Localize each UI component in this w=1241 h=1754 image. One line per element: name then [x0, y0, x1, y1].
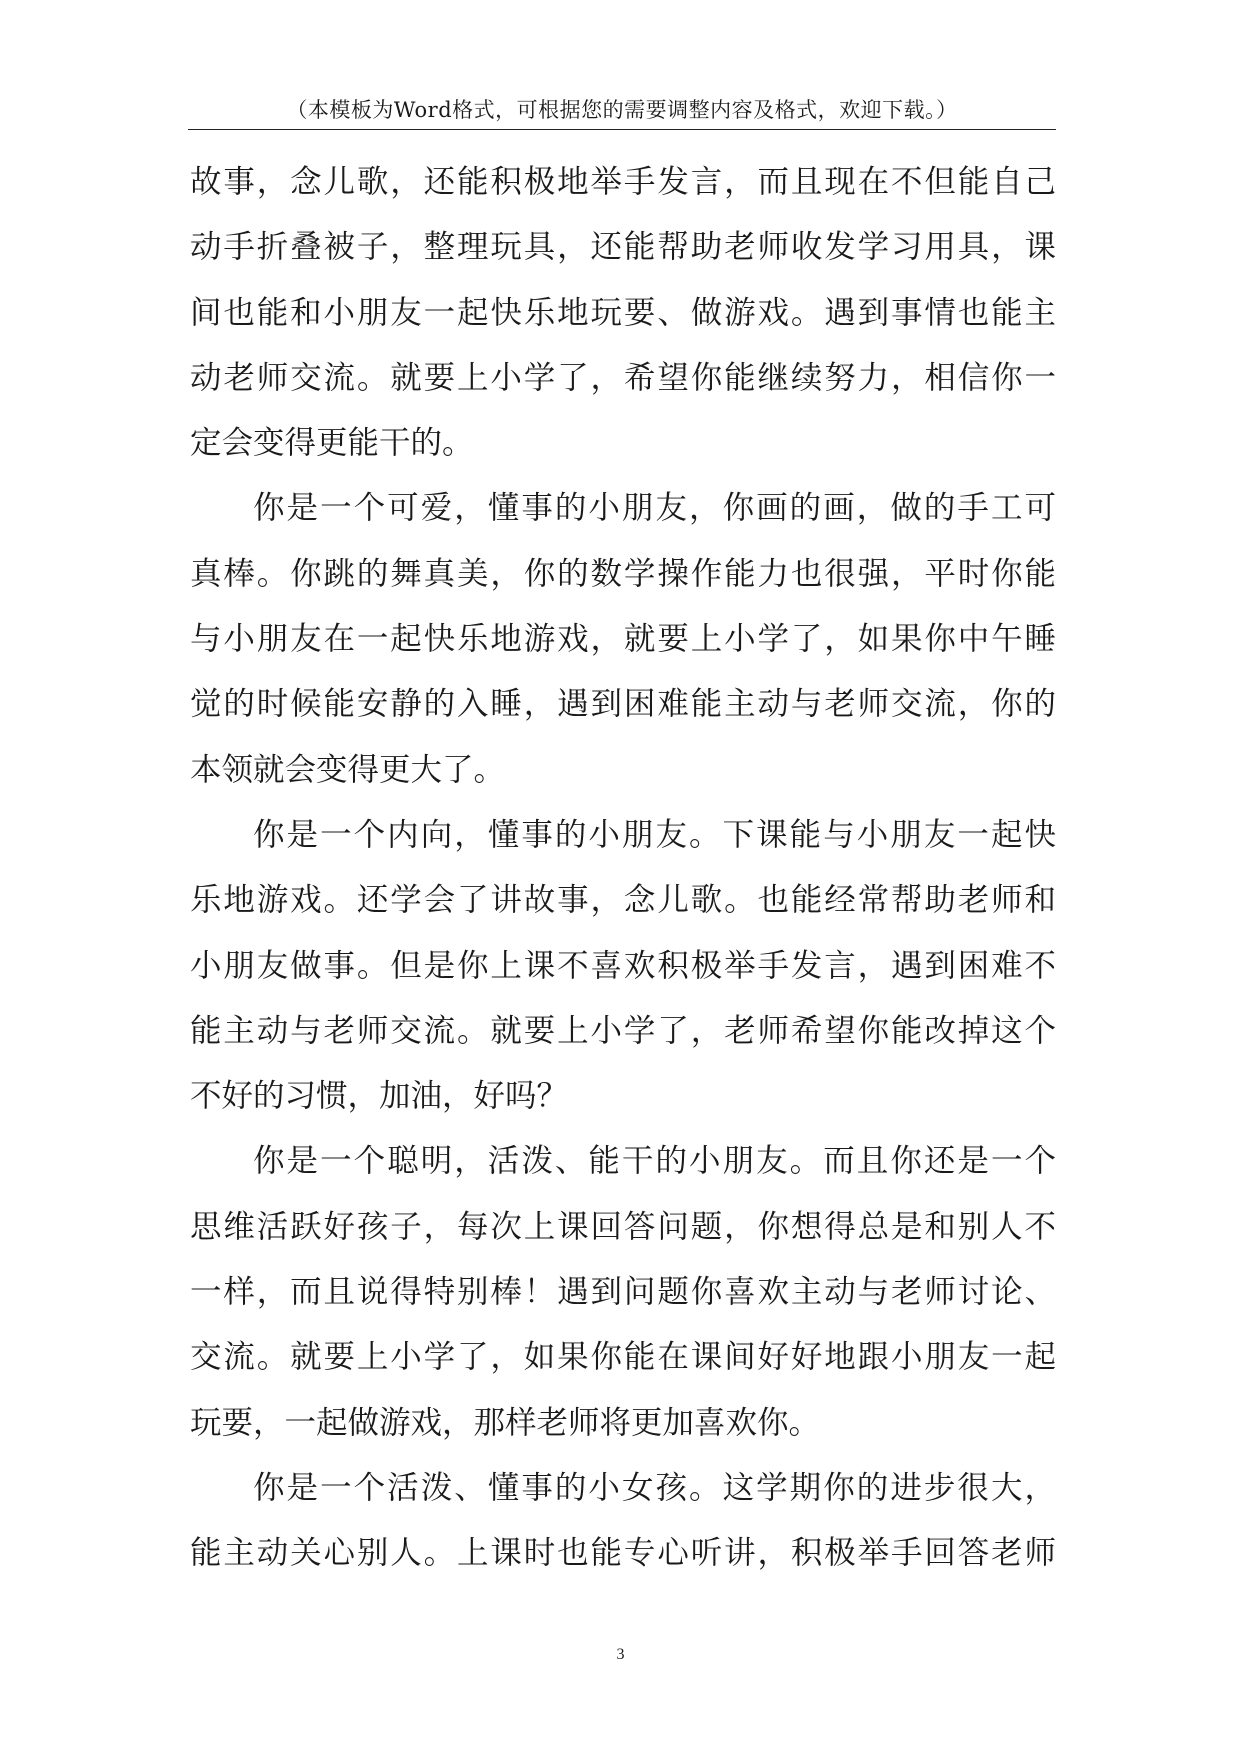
text-line: 你是一个聪明，活泼、能干的小朋友。而且你还是一个 — [253, 1143, 1056, 1180]
text-line: 乐地游戏。还学会了讲故事，念儿歌。也能经常帮助老师和 — [190, 882, 1056, 919]
text-line: 能主动与老师交流。就要上小学了，老师希望你能改掉这个 — [190, 1012, 1056, 1049]
text-line: 动手折叠被子，整理玩具，还能帮助老师收发学习用具，课 — [190, 229, 1056, 266]
text-line: 与小朋友在一起快乐地游戏，就要上小学了，如果你中午睡 — [190, 621, 1056, 658]
text-line: 能主动关心别人。上课时也能专心听讲，积极举手回答老师 — [190, 1535, 1056, 1572]
text-line: 交流。就要上小学了，如果你能在课间好好地跟小朋友一起 — [190, 1339, 1056, 1376]
text-line: 故事，念儿歌，还能积极地举手发言，而且现在不但能自己 — [190, 164, 1056, 200]
text-line: 动老师交流。就要上小学了，希望你能继续努力，相信你一 — [190, 359, 1056, 396]
text-line: 小朋友做事。但是你上课不喜欢积极举手发言，遇到困难不 — [190, 947, 1056, 984]
text-line: 你是一个活泼、懂事的小女孩。这学期你的进步很大， — [253, 1469, 1056, 1506]
text-line: 觉的时候能安静的入睡，遇到困难能主动与老师交流，你的 — [190, 686, 1056, 723]
page-number: 3 — [616, 1646, 625, 1663]
body-text — [190, 150, 1056, 1587]
text-line: 一样，而且说得特别棒！遇到问题你喜欢主动与老师讨论、 — [190, 1274, 1056, 1311]
text-line: 思维活跃好孩子，每次上课回答问题，你想得总是和别人不 — [190, 1208, 1056, 1245]
text-line: 真棒。你跳的舞真美，你的数学操作能力也很强，平时你能 — [190, 555, 1056, 592]
text-line: 你是一个可爱，懂事的小朋友，你画的画，做的手工可 — [253, 490, 1056, 527]
text-line: 本领就会变得更大了。 — [190, 751, 506, 788]
page-header: （本模板为Word格式，可根据您的需要调整内容及格式，欢迎下载。） — [286, 98, 958, 122]
text-line: 定会变得更能干的。 — [190, 425, 474, 462]
text-line: 玩要，一起做游戏，那样老师将更加喜欢你。 — [190, 1404, 821, 1441]
header-divider — [188, 129, 1056, 130]
text-line: 不好的习惯，加油，好吗？ — [190, 1078, 569, 1115]
text-line: 间也能和小朋友一起快乐地玩要、做游戏。遇到事情也能主 — [190, 294, 1056, 331]
text-line: 你是一个内向，懂事的小朋友。下课能与小朋友一起快 — [253, 816, 1056, 853]
